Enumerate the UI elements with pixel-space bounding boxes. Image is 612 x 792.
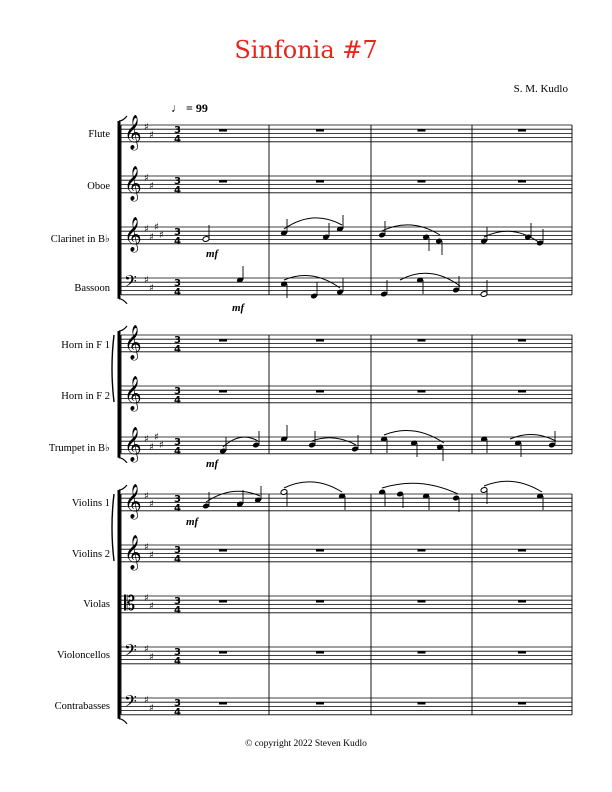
slurs xyxy=(206,218,556,502)
whole-rest xyxy=(316,390,324,392)
time-sig-numerator: 3 xyxy=(174,437,181,448)
bracket-hook xyxy=(119,299,127,304)
whole-rest xyxy=(316,702,324,704)
whole-rest xyxy=(316,129,324,131)
whole-rest xyxy=(418,600,426,602)
whole-rest xyxy=(418,390,426,392)
time-sig-numerator: 3 xyxy=(174,278,181,289)
time-sig-denominator: 4 xyxy=(174,394,181,406)
instrument-label-violas: Violas xyxy=(83,599,110,610)
tempo-text: = 99 xyxy=(186,101,208,115)
whole-rest xyxy=(518,180,526,182)
time-sig-numerator: 3 xyxy=(174,596,181,607)
bass-clef-icon: 𝄢 xyxy=(124,640,137,664)
slur xyxy=(382,225,440,235)
whole-rest xyxy=(316,651,324,653)
instrument-label-violins-1: Violins 1 xyxy=(71,498,110,509)
instrument-label-flute: Flute xyxy=(88,129,110,140)
instrument-label-contrabasses: Contrabasses xyxy=(54,701,110,712)
whole-rest xyxy=(518,390,526,392)
bass-clef-icon: 𝄢 xyxy=(124,271,137,295)
sharp-icon: ♯ xyxy=(144,491,149,502)
sharp-icon: ♯ xyxy=(144,542,149,553)
sharp-icon: ♯ xyxy=(149,232,154,243)
slur xyxy=(510,434,556,441)
clefs-keys-times xyxy=(124,115,181,718)
whole-rest xyxy=(219,600,227,602)
sharp-icon: ♯ xyxy=(154,222,159,233)
time-sig-denominator: 4 xyxy=(174,343,181,355)
score-title: Sinfonia #7 xyxy=(234,36,378,64)
sharp-icon: ♯ xyxy=(149,283,154,294)
measure-rests xyxy=(219,129,526,704)
instrument-label-horn-1: Horn in F 1 xyxy=(61,340,110,351)
sharp-icon: ♯ xyxy=(149,130,154,141)
instrument-label-horn-2: Horn in F 2 xyxy=(61,391,110,402)
group-brackets xyxy=(112,116,127,724)
sharp-icon: ♯ xyxy=(149,550,154,561)
treble-clef-icon: 𝄞 xyxy=(124,166,142,201)
whole-rest xyxy=(418,549,426,551)
copyright-footer: © copyright 2022 Steven Kudlo xyxy=(245,739,367,749)
staff-lines xyxy=(121,125,572,715)
sharp-icon: ♯ xyxy=(144,695,149,706)
time-sig-denominator: 4 xyxy=(174,604,181,616)
treble-clef-icon: 𝄞 xyxy=(124,115,142,150)
whole-rest xyxy=(219,390,227,392)
whole-rest xyxy=(219,549,227,551)
time-sig-denominator: 4 xyxy=(174,553,181,565)
instrument-label-violoncellos: Violoncellos xyxy=(56,650,110,661)
time-sig-denominator: 4 xyxy=(174,235,181,247)
sharp-icon: ♯ xyxy=(144,224,149,235)
treble-clef-icon: 𝄞 xyxy=(124,217,142,252)
bass-clef-icon: 𝄢 xyxy=(124,691,137,715)
whole-rest xyxy=(418,129,426,131)
slur xyxy=(484,481,542,492)
whole-rest xyxy=(518,129,526,131)
time-sig-numerator: 3 xyxy=(174,647,181,658)
barlines xyxy=(121,125,572,715)
whole-rest xyxy=(316,180,324,182)
time-sig-numerator: 3 xyxy=(174,545,181,556)
treble-clef-icon: 𝄞 xyxy=(124,535,142,570)
sharp-icon: ♯ xyxy=(144,434,149,445)
time-sig-numerator: 3 xyxy=(174,698,181,709)
note-heads xyxy=(202,215,556,512)
sharp-icon: ♯ xyxy=(144,593,149,604)
sharp-icon: ♯ xyxy=(159,440,164,451)
instrument-label-clarinet: Clarinet in B♭ xyxy=(50,234,110,245)
whole-rest xyxy=(418,180,426,182)
whole-rest xyxy=(219,702,227,704)
whole-rest xyxy=(219,651,227,653)
time-sig-numerator: 3 xyxy=(174,335,181,346)
sharp-icon: ♯ xyxy=(159,230,164,241)
time-sig-denominator: 4 xyxy=(174,655,181,667)
treble-clef-icon: 𝄞 xyxy=(124,484,142,519)
horn-brace xyxy=(112,335,114,402)
time-sig-denominator: 4 xyxy=(174,286,181,298)
dynamic-marks xyxy=(186,248,246,528)
treble-clef-icon: 𝄞 xyxy=(124,325,142,360)
whole-rest xyxy=(518,651,526,653)
time-sig-denominator: 4 xyxy=(174,706,181,718)
sharp-icon: ♯ xyxy=(144,644,149,655)
dynamic-trumpet: mf xyxy=(206,458,219,470)
whole-rest xyxy=(219,339,227,341)
sharp-icon: ♯ xyxy=(149,601,154,612)
time-sig-numerator: 3 xyxy=(174,125,181,136)
sharp-icon: ♯ xyxy=(149,442,154,453)
time-sig-numerator: 3 xyxy=(174,494,181,505)
bracket-hook xyxy=(119,719,127,724)
time-sig-numerator: 3 xyxy=(174,227,181,238)
slur xyxy=(400,273,460,286)
whole-rest xyxy=(518,600,526,602)
dynamic-bassoon: mf xyxy=(232,302,245,314)
slur xyxy=(206,491,260,502)
whole-rest xyxy=(418,702,426,704)
whole-rest xyxy=(518,549,526,551)
slur xyxy=(484,231,540,243)
slur xyxy=(382,483,458,494)
instrument-label-oboe: Oboe xyxy=(87,181,110,192)
instrument-label-bassoon: Bassoon xyxy=(74,283,110,294)
whole-rest xyxy=(518,339,526,341)
whole-rest xyxy=(219,180,227,182)
dynamic-clarinet: mf xyxy=(206,248,219,260)
whole-rest xyxy=(219,129,227,131)
instrument-label-trumpet: Trumpet in B♭ xyxy=(48,443,110,454)
sharp-icon: ♯ xyxy=(144,275,149,286)
treble-clef-icon: 𝄞 xyxy=(124,427,142,462)
whole-rest xyxy=(316,549,324,551)
time-sig-denominator: 4 xyxy=(174,502,181,514)
alto-clef-icon: 𝄡 xyxy=(124,591,136,615)
violin-brace xyxy=(112,494,114,561)
composer-name: S. M. Kudlo xyxy=(513,83,568,95)
treble-clef-icon: 𝄞 xyxy=(124,376,142,411)
time-sig-denominator: 4 xyxy=(174,184,181,196)
slur xyxy=(284,482,342,492)
whole-rest xyxy=(316,600,324,602)
whole-rest xyxy=(518,702,526,704)
whole-rest xyxy=(418,339,426,341)
time-sig-denominator: 4 xyxy=(174,133,181,145)
sharp-icon: ♯ xyxy=(149,499,154,510)
tempo-marking: ♩ = 99 xyxy=(171,101,208,115)
dynamic-violins1: mf xyxy=(186,516,199,528)
time-sig-denominator: 4 xyxy=(174,445,181,457)
whole-rest xyxy=(418,651,426,653)
sharp-icon: ♯ xyxy=(144,173,149,184)
time-sig-numerator: 3 xyxy=(174,176,181,187)
sharp-icon: ♯ xyxy=(149,703,154,714)
whole-rest xyxy=(316,339,324,341)
sharp-icon: ♯ xyxy=(149,181,154,192)
instrument-label-violins-2: Violins 2 xyxy=(71,549,110,560)
time-sig-numerator: 3 xyxy=(174,386,181,397)
sharp-icon: ♯ xyxy=(149,652,154,663)
sharp-icon: ♯ xyxy=(144,122,149,133)
sharp-icon: ♯ xyxy=(154,432,159,443)
